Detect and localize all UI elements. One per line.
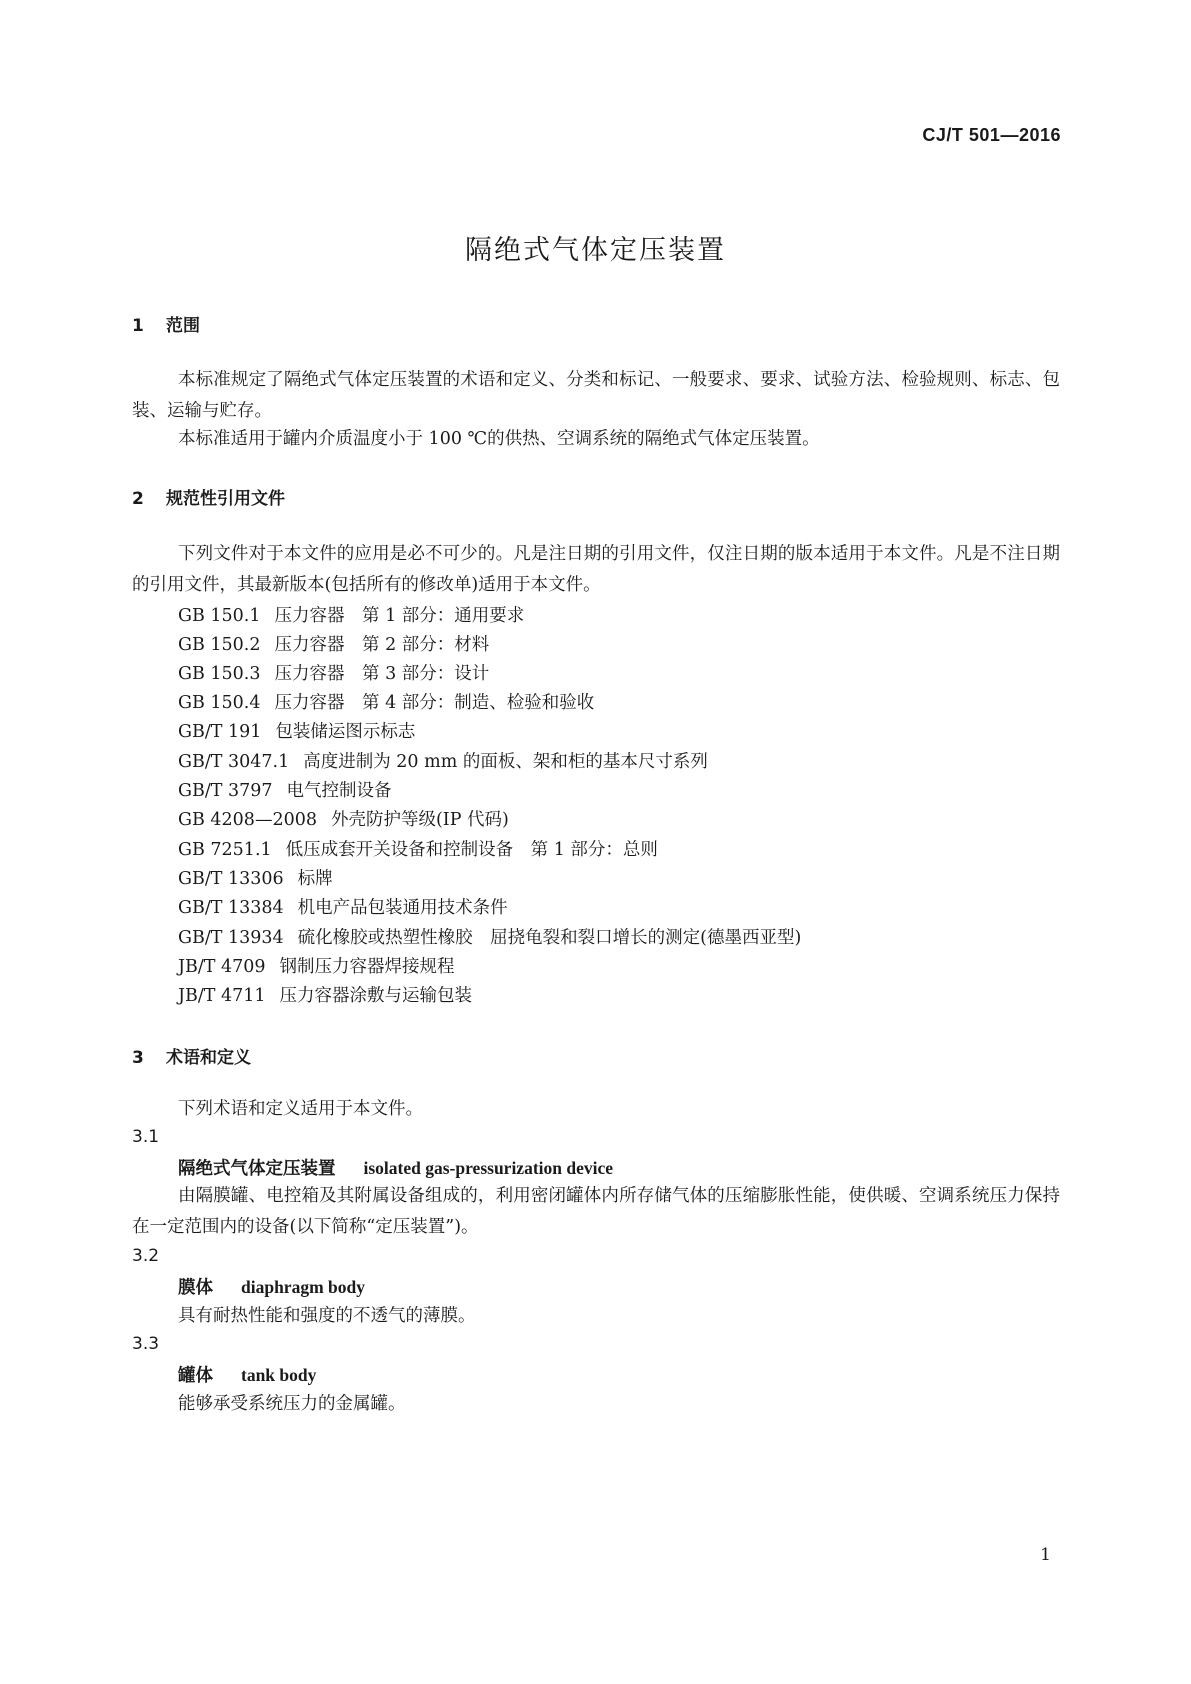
term-definition: 具有耐热性能和强度的不透气的薄膜。 xyxy=(178,1306,476,1326)
reference-title: 机电产品包装通用技术条件 xyxy=(297,898,508,918)
term-definition: 能够承受系统压力的金属罐。 xyxy=(178,1394,406,1414)
reference-item xyxy=(178,808,509,832)
reference-item xyxy=(178,720,415,744)
reference-item xyxy=(178,896,508,920)
term-number: 3.2 xyxy=(132,1246,160,1266)
section-2-heading xyxy=(132,484,285,509)
term-en: diaphragm body xyxy=(241,1277,365,1297)
scope-paragraph-2: 本标准适用于罐内介质温度小于 100 ℃的供热、空调系统的隔绝式气体定压装置。 xyxy=(178,429,820,449)
reference-item xyxy=(178,984,472,1008)
term-en: tank body xyxy=(241,1365,317,1385)
section-title: 规范性引用文件 xyxy=(166,489,285,509)
term-zh: 罐体 xyxy=(178,1366,213,1386)
reference-title: 压力容器涂敷与运输包装 xyxy=(279,986,473,1006)
reference-code: GB 150.4 xyxy=(178,693,261,713)
reference-title: 压力容器 第 2 部分：材料 xyxy=(274,635,490,655)
reference-item xyxy=(178,926,801,950)
reference-item xyxy=(178,750,708,774)
section-title: 范围 xyxy=(166,316,200,336)
term-number: 3.1 xyxy=(132,1127,160,1147)
reference-title: 压力容器 第 1 部分：通用要求 xyxy=(274,606,525,626)
section-3-heading xyxy=(132,1043,251,1068)
reference-title: 压力容器 第 4 部分：制造、检验和验收 xyxy=(274,693,595,713)
reference-item xyxy=(178,633,489,657)
reference-item xyxy=(178,691,594,715)
section-number: 2 xyxy=(132,489,144,509)
term-zh: 膜体 xyxy=(178,1278,213,1298)
reference-title: 低压成套开关设备和控制设备 第 1 部分：总则 xyxy=(285,840,658,860)
term-heading xyxy=(178,1155,613,1180)
reference-item xyxy=(178,662,489,686)
section-number: 1 xyxy=(132,316,144,336)
reference-code: GB/T 13934 xyxy=(178,928,284,948)
reference-title: 硫化橡胶或热塑性橡胶 屈挠龟裂和裂口增长的测定(德墨西亚型) xyxy=(297,928,802,948)
reference-code: GB/T 13306 xyxy=(178,869,284,889)
reference-title: 外壳防护等级(IP 代码) xyxy=(330,810,509,830)
reference-item xyxy=(178,604,524,628)
reference-code: GB/T 3047.1 xyxy=(178,752,290,772)
reference-code: GB 150.2 xyxy=(178,635,261,655)
reference-title: 电气控制设备 xyxy=(286,781,392,801)
reference-code: JB/T 4711 xyxy=(178,986,266,1006)
section-1-heading xyxy=(132,311,200,336)
reference-item xyxy=(178,867,333,891)
reference-code: GB 4208—2008 xyxy=(178,810,317,830)
reference-title: 包装储运图示标志 xyxy=(275,722,416,742)
reference-title: 压力容器 第 3 部分：设计 xyxy=(274,664,490,684)
reference-code: GB 7251.1 xyxy=(178,840,272,860)
standard-code: CJ/T 501—2016 xyxy=(922,125,1061,145)
term-heading xyxy=(178,1362,316,1387)
document-title: 隔绝式气体定压装置 xyxy=(465,235,726,266)
scope-paragraph-1: 本标准规定了隔绝式气体定压装置的术语和定义、分类和标记、一般要求、要求、试验方法、检验规则、标志、包装、运输与贮存。 xyxy=(132,370,1060,421)
reference-item xyxy=(178,779,392,803)
reference-code: GB 150.3 xyxy=(178,664,261,684)
reference-code: JB/T 4709 xyxy=(178,957,266,977)
section-title: 术语和定义 xyxy=(166,1048,251,1068)
term-definition: 由隔膜罐、电控箱及其附属设备组成的，利用密闭罐体内所存储气体的压缩膨胀性能，使供暖、空调系统压力保持在一定范围内的设备(以下简称“定压装置”)。 xyxy=(132,1186,1060,1237)
reference-code: GB/T 3797 xyxy=(178,781,273,801)
terms-intro: 下列术语和定义适用于本文件。 xyxy=(178,1099,423,1119)
section-number: 3 xyxy=(132,1048,144,1068)
reference-title: 钢制压力容器焊接规程 xyxy=(279,957,455,977)
reference-title: 标牌 xyxy=(297,869,333,889)
page-number: 1 xyxy=(1040,1545,1051,1565)
reference-code: GB 150.1 xyxy=(178,606,261,626)
normative-intro: 下列文件对于本文件的应用是必不可少的。凡是注日期的引用文件，仅注日期的版本适用于本文件。凡是不注日期的引用文件，其最新版本(包括所有的修改单)适用于本文件。 xyxy=(132,544,1060,595)
term-zh: 隔绝式气体定压装置 xyxy=(178,1159,336,1179)
reference-item xyxy=(178,838,658,862)
term-heading xyxy=(178,1274,365,1299)
reference-title: 高度进制为 20 mm 的面板、架和柜的基本尺寸系列 xyxy=(303,752,708,772)
term-number: 3.3 xyxy=(132,1334,160,1354)
reference-code: GB/T 191 xyxy=(178,722,262,742)
reference-code: GB/T 13384 xyxy=(178,898,284,918)
reference-item xyxy=(178,955,455,979)
term-en: isolated gas-pressurization device xyxy=(363,1158,614,1178)
